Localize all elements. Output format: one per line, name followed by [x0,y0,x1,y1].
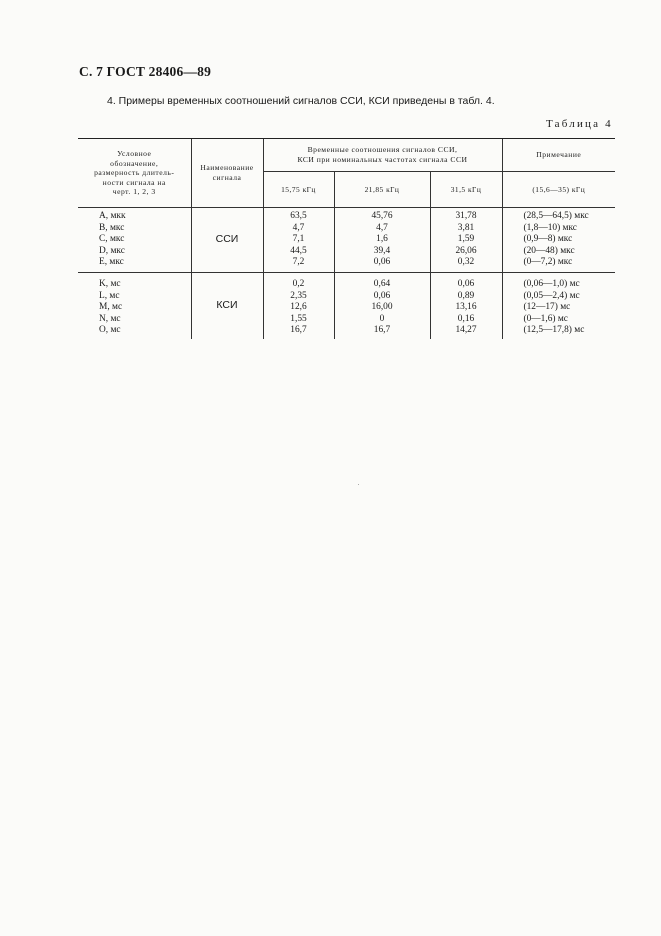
note-cell: (0,06—1,0) мс (0,05—2,4) мс (12—17) мс (0—1,6) мс (12,5—17,8) мс [502,272,615,338]
value-cell-f3: 31,78 3,81 1,59 26,06 0,32 [430,208,502,273]
header-designation: Условное обозначение, размерность длитель- ности сигнала на черт. 1, 2, 3 [78,139,191,208]
note-cell: (28,5—64,5) мкс (1,8—10) мкс (0,9—8) мкс (20—48) мкс (0—7,2) мкс [502,208,615,273]
header-freq-21-85: 21,85 кГц [334,172,430,208]
header-timing: Временные соотношения сигналов ССИ, КСИ при номинальных частотах сигнала ССИ [263,139,502,172]
header-freq-15-75: 15,75 кГц [263,172,334,208]
intro-paragraph: 4. Примеры временных соотношений сигналов ССИ, КСИ приведены в табл. 4. [107,95,495,107]
signal-name-cell: ССИ [191,208,263,273]
designation-cell: А, мкк В, мкс С, мкс D, мкс Е, мкс [99,211,126,268]
table-group-ssi [78,208,615,273]
value-cell-f1: 63,5 4,7 7,1 44,5 7,2 [263,208,334,273]
header-signal-name: Наименование сигнала [191,139,263,208]
signal-name-cell: КСИ [191,272,263,338]
value-cell-f1: 0,2 2,35 12,6 1,55 16,7 [263,272,334,338]
value-cell-f3: 0,06 0,89 13,16 0,16 14,27 [430,272,502,338]
value-cell-f2: 45,76 4,7 1,6 39,4 0,06 [334,208,430,273]
table-caption: Таблица 4 [546,118,613,130]
page-header: С. 7 ГОСТ 28406—89 [79,64,212,79]
value-cell-f2: 0,64 0,06 16,00 0 16,7 [334,272,430,338]
signal-timing-table [78,138,615,339]
table-group-ksi [78,272,615,338]
designation-cell: K, мс L, мс M, мс N, мс O, мс [78,272,191,338]
header-freq-31-5: 31,5 кГц [430,172,502,208]
header-freq-range: (15,6—35) кГц [502,172,615,208]
header-note: Примечание [502,139,615,172]
scan-speck [358,484,359,485]
